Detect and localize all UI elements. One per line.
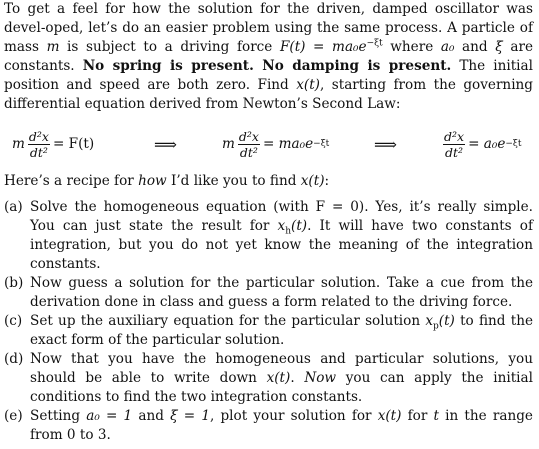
item-d-text-1: Now that you have the homogeneous and particular solutions, you should be able to write down [30,351,533,386]
item-e-label: (e) [4,408,23,424]
item-d-label: (d) [4,351,24,367]
eq2-fraction [237,129,261,160]
implies-arrow-2: ⟹ [374,134,397,154]
eq3-rhs: = a₀e [468,135,506,152]
item-c-label: (c) [4,313,23,329]
item-e-xi: ξ = 1 [170,408,210,424]
equation-2: m $\frac{\text{d²x}}{\text{dt²}}$ = ma₀e −ξt [222,128,330,160]
eq2-numerator: d²x [238,128,259,144]
item-e-a0: a₀ = 1 [86,408,133,424]
item-e-text-1: Setting [30,408,87,424]
item-c-xp-sub: p [433,321,439,332]
eq1-denominator: dt² [29,144,48,160]
item-a-xh-sub: h [285,226,292,237]
intro-text-7: , starting from the governing differential equation derived from Newton’s Second Law: [4,77,533,112]
equation-1 [12,122,94,166]
item-b-label: (b) [4,275,24,291]
recipe-text-c: : [324,173,330,189]
list-item-c [4,312,533,350]
item-d-now: Now [304,370,337,386]
recipe-x-of-t: x(t) [300,173,325,189]
xi-symbol: ξ [495,39,503,55]
list-item-a [4,198,533,274]
eq1-fraction [27,129,51,160]
intro-text-3: where [382,39,441,55]
list-item-e [4,407,533,445]
a0-symbol: a₀ [440,39,455,55]
x-of-t: x(t) [296,77,320,93]
eq3-fraction [442,129,466,160]
item-e-text-5: in the range from 0 to 3. [30,408,533,443]
implies-arrow-1: ⟹ [154,134,177,154]
eq2-coef: m [222,135,235,152]
item-c-text-2: to find the exact form of the particular solution. [30,313,533,348]
item-e-text-2: and [132,408,171,424]
bold-statement: No spring is present. No damping is present. [82,58,452,74]
item-d-text-3: you can apply the initial conditions to find the two integration constants. [30,370,533,405]
eq3-denominator: dt² [445,144,464,160]
item-d-text-2: . [290,370,305,386]
item-c-xp: x [425,313,433,329]
recipe-how: how [138,173,167,189]
list-item-d [4,350,533,407]
intro-paragraph [4,0,533,114]
item-b-text-1: Now guess a solution for the particular solution. Take a cue from the derivation done in class and guess a form related to the driving force. [30,275,533,310]
item-a-label: (a) [4,199,23,215]
item-a-xh-arg: (t) [291,218,308,234]
item-e-text-4: for [401,408,434,424]
item-c-text-1: Set up the auxiliary equation for the particular solution [30,313,426,329]
eq2-rhs: = ma₀e [262,135,314,152]
eq3-numerator: d²x [444,128,465,144]
item-c-xp-arg: (t) [438,313,455,329]
item-a-text-1: Solve the homogeneous equation (with F = 0). Yes, it’s really simple. You can just state the result for [30,199,533,234]
force-expression: F(t) = ma₀e [279,39,367,55]
eq1-rhs: = F(t) [52,135,95,152]
item-a-xh: x [277,218,286,234]
item-e-text-3: , plot your solution for [209,408,378,424]
eq1-numerator: d²x [28,128,49,144]
eq2-denominator: dt² [239,144,258,160]
item-a-text-2: . It will have two constants of integration, but you do not yet know the meaning of the integration constants. [30,218,533,272]
intro-text-5: are constants. [4,39,533,74]
intro-text-4: and [454,39,496,55]
recipe-text-b: I’d like you to find [166,173,301,189]
intro-text-6: The initial position and speed are both zero. Find [4,58,533,93]
mass-symbol: m [46,39,60,55]
equation-row [4,122,533,166]
item-e-x-of-t: x(t) [377,408,402,424]
recipe-line [4,172,533,191]
intro-text-1: To get a feel for how the solution for the driven, damped oscillator was devel-oped, let’s do an easier problem using the same process. A particle of mass [4,1,533,55]
list-item-b [4,274,533,312]
force-exponent: −ξt [366,38,383,49]
recipe-text-a: Here’s a recipe for [4,173,139,189]
intro-text-2: is subject to a driving force [59,39,280,55]
item-e-t: t [433,408,439,424]
equation-3: $\frac{\text{d²x}}{\text{dt²}}$ = a₀e −ξt [444,128,522,160]
eq1-coef: m [12,135,25,152]
item-d-x-of-t: x(t) [266,370,291,386]
